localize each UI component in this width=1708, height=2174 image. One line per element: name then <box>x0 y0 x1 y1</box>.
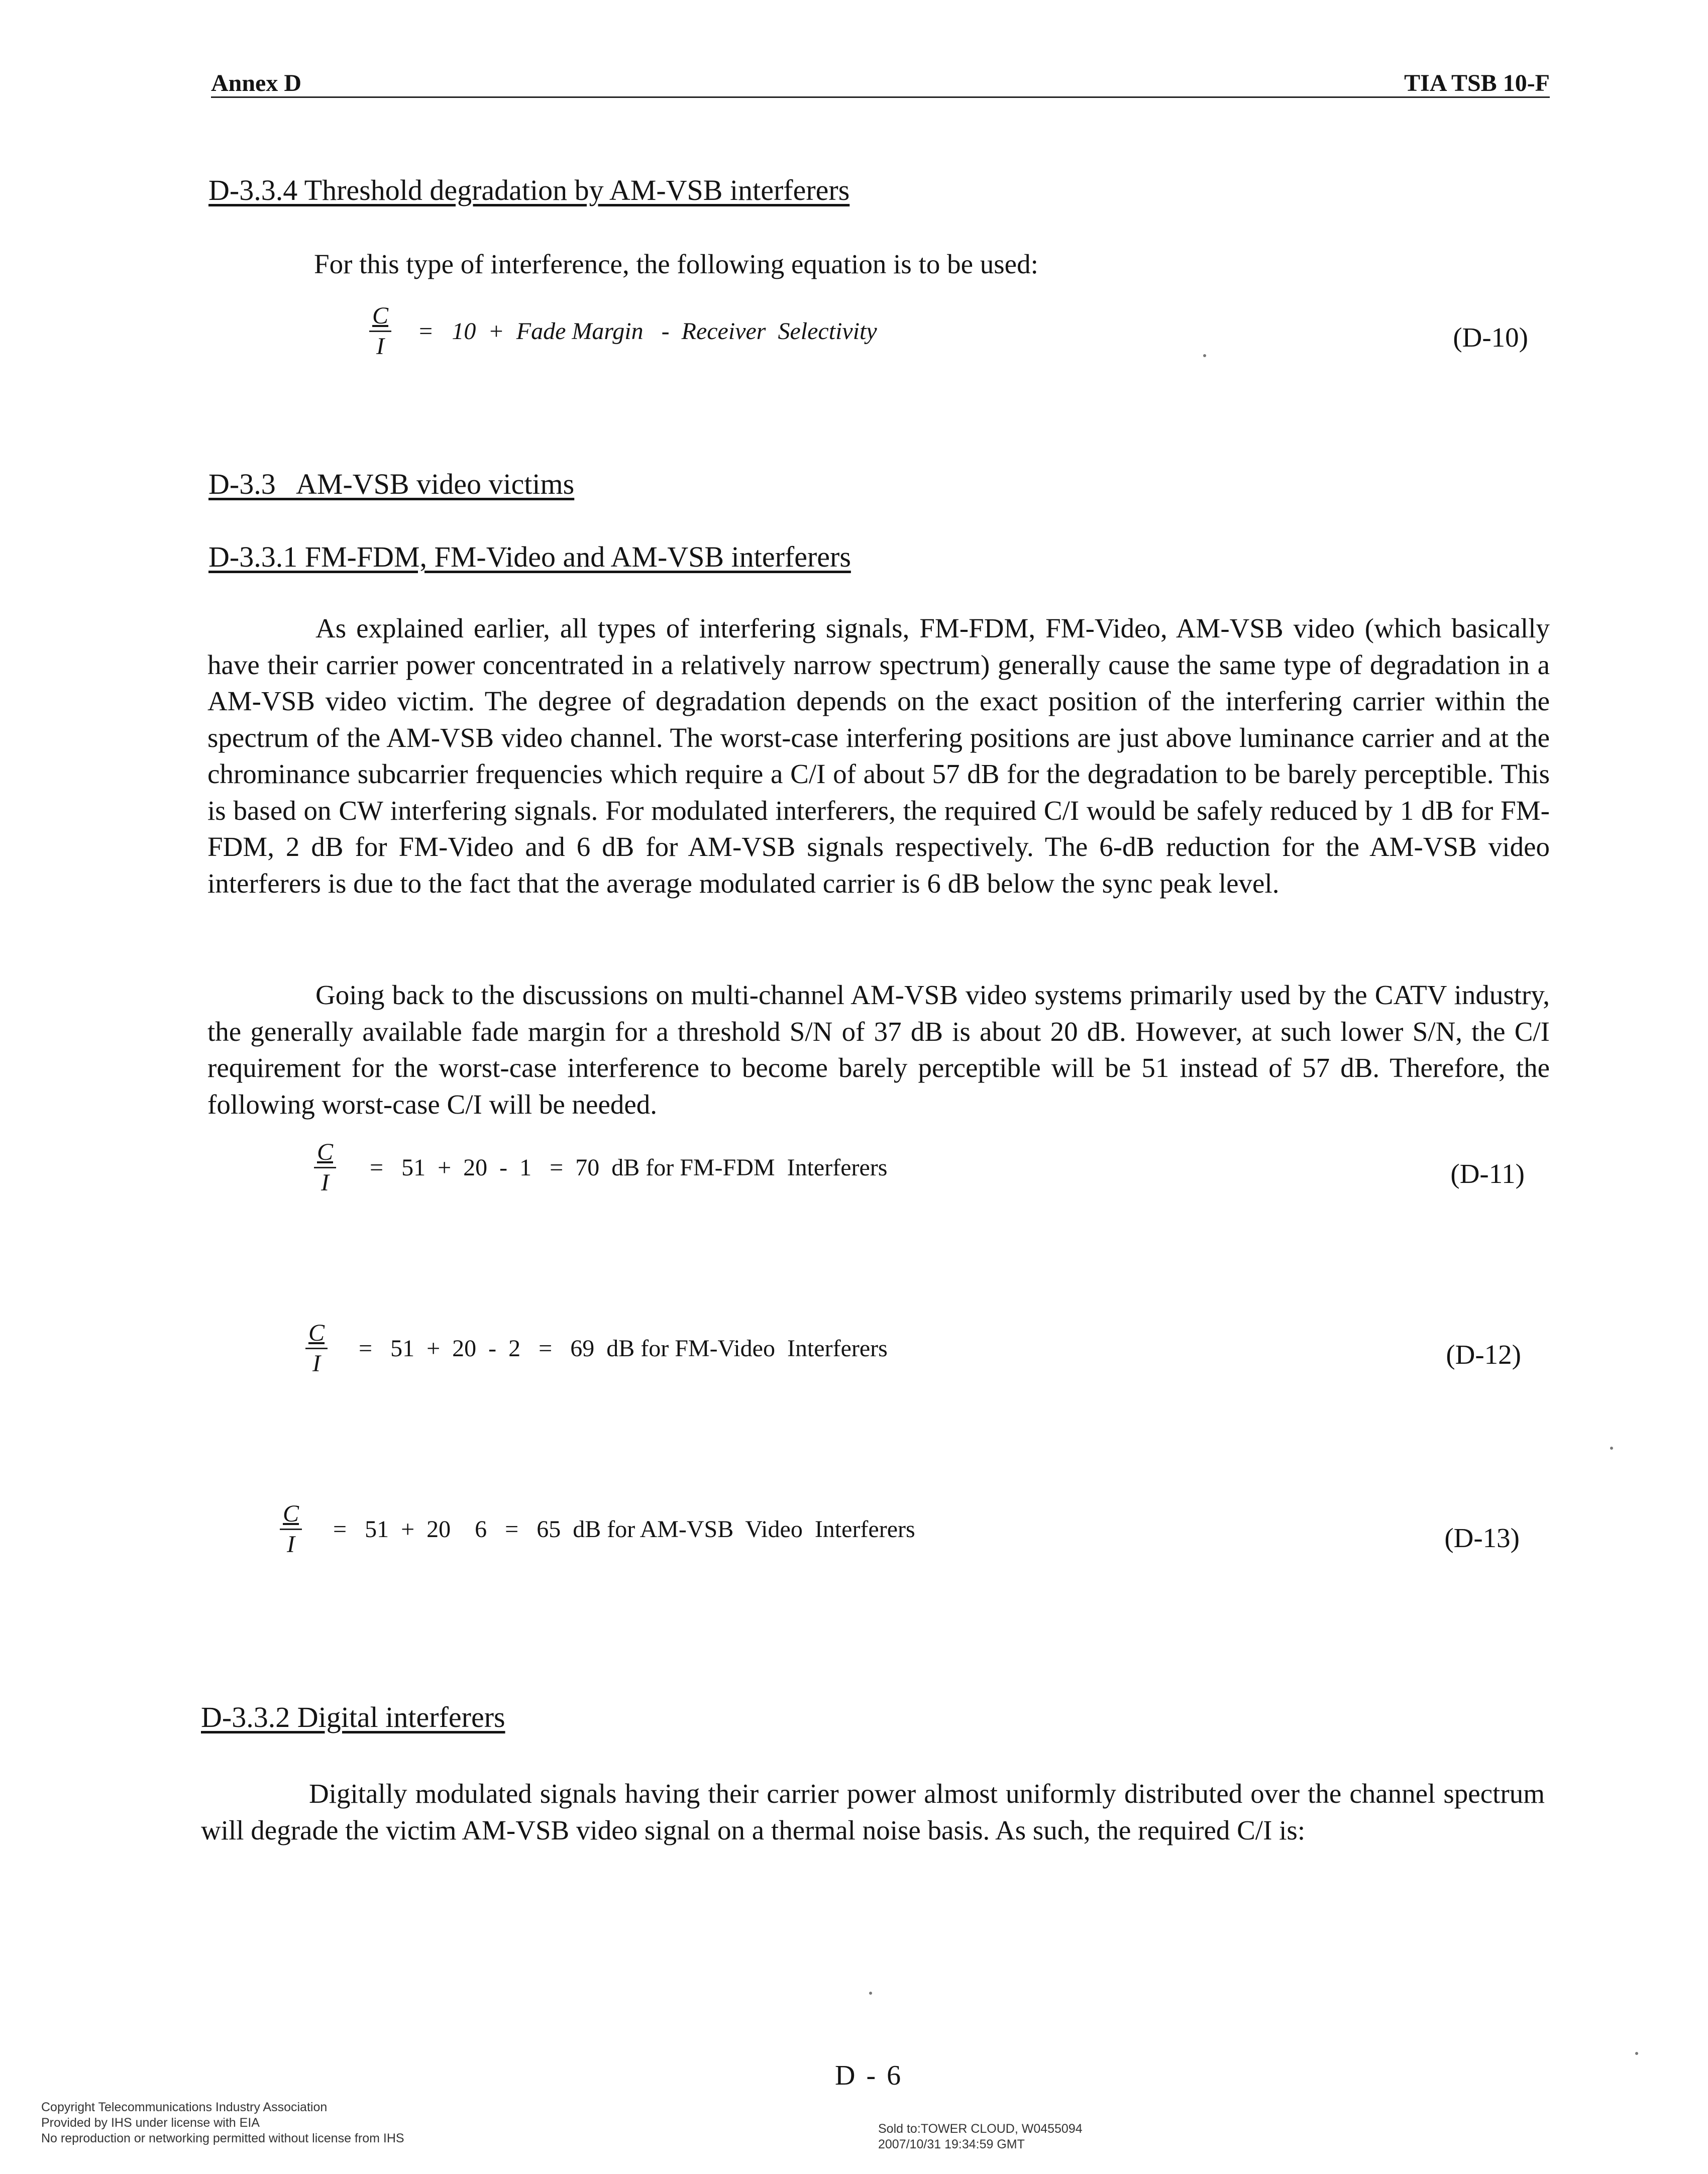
equation-number-d-11: (D-11) <box>1450 1158 1525 1189</box>
eq-body: = 51 + 20 - 1 = 70 dB for FM-FDM Interferers <box>370 1154 888 1181</box>
eq-denominator: I <box>376 333 384 360</box>
eq-numerator: C <box>369 301 391 332</box>
eq-numerator: C <box>314 1138 336 1168</box>
eq-body: = 51 + 20 6 = 65 dB for AM-VSB Video Interferers <box>333 1516 915 1543</box>
equation-number-d-10: (D-10) <box>1453 322 1528 353</box>
eq-body: = 51 + 20 - 2 = 69 dB for FM-Video Interferers <box>359 1335 888 1362</box>
eq-numerator: C <box>280 1499 302 1530</box>
equation-d-12 <box>305 1319 888 1378</box>
scan-speck <box>1610 1447 1613 1450</box>
paragraph-digital-interferers: Digitally modulated signals having their carrier power almost uniformly distributed over the channel spectrum will degrade the victim AM-VSB video signal on a thermal noise basis. As such, the required C/I is: <box>201 1778 1545 1845</box>
scan-speck <box>869 1992 872 1995</box>
eq-body: = 10 + Fade Margin - Receiver Selectivity <box>417 318 877 345</box>
paragraph-catv-fade-margin: Going back to the discussions on multi-channel AM-VSB video systems primarily used by the CATV industry, the generally available fade margin for a threshold S/N of 37 dB is about 20 dB. However, at such lower S/N, the C/I requirement for the worst-case interference to become barely perceptible will be 51 instead of 57 dB. Therefore, the following worst-case C/I will be needed. <box>207 980 1550 1120</box>
footer-sold-to <box>878 2121 1083 2152</box>
section-heading-d-3-3-1: D-3.3.1 FM-FDM, FM-Video and AM-VSB interferers <box>208 540 851 573</box>
equation-number-d-13: (D-13) <box>1444 1523 1520 1553</box>
header-rule <box>211 96 1550 98</box>
intro-text: For this type of interference, the following equation is to be used: <box>314 249 1038 279</box>
page-number: D - 6 <box>835 2060 903 2091</box>
equation-d-13 <box>280 1499 915 1559</box>
header-annex-label: Annex D <box>211 70 302 96</box>
scan-speck <box>1203 354 1206 357</box>
paragraph-am-vsb-degradation: As explained earlier, all types of interfering signals, FM-FDM, FM-Video, AM-VSB video (which basically have their carrier power concentrated in a relatively narrow spectrum) generally cause the same type of degradation in a AM-VSB video victim. The degree of degradation depends on the exact position of the interfering carrier within the spectrum of the AM-VSB video channel. The worst-case interfering positions are just above luminance carrier and at the chrominance subcarrier frequencies which require a C/I of about 57 dB for the degradation to be barely perceptible. This is based on CW interfering signals. For modulated interferers, the required C/I would be safely reduced by 1 dB for FM-FDM, 2 dB for FM-Video and 6 dB for AM-VSB signals respectively. The 6-dB reduction for the AM-VSB video interferers is due to the fact that the average modulated carrier is 6 dB below the sync peak level. <box>207 613 1550 899</box>
section-heading-d-3-3-2: D-3.3.2 Digital interferers <box>201 1701 505 1733</box>
eq-denominator: I <box>321 1169 329 1196</box>
eq-denominator: I <box>312 1350 321 1377</box>
header-document-id: TIA TSB 10-F <box>1404 70 1550 96</box>
scan-speck <box>1635 2052 1638 2055</box>
footer-copyright-line: Copyright Telecommunications Industry Association <box>41 2100 328 2114</box>
footer-sold-line: Sold to:TOWER CLOUD, W0455094 <box>878 2122 1083 2136</box>
footer-copyright <box>41 2100 404 2146</box>
section-heading-d-3-3-4: D-3.3.4 Threshold degradation by AM-VSB interferers <box>208 174 850 206</box>
equation-d-10 <box>369 301 877 361</box>
section-heading-d-3-3: D-3.3 AM-VSB video victims <box>208 468 575 500</box>
footer-copyright-line: No reproduction or networking permitted without license from IHS <box>41 2131 404 2145</box>
equation-d-11 <box>314 1138 887 1198</box>
footer-sold-line: 2007/10/31 19:34:59 GMT <box>878 2137 1025 2151</box>
equation-number-d-12: (D-12) <box>1446 1339 1521 1370</box>
eq-denominator: I <box>287 1531 295 1558</box>
footer-copyright-line: Provided by IHS under license with EIA <box>41 2116 260 2130</box>
eq-numerator: C <box>305 1319 328 1349</box>
